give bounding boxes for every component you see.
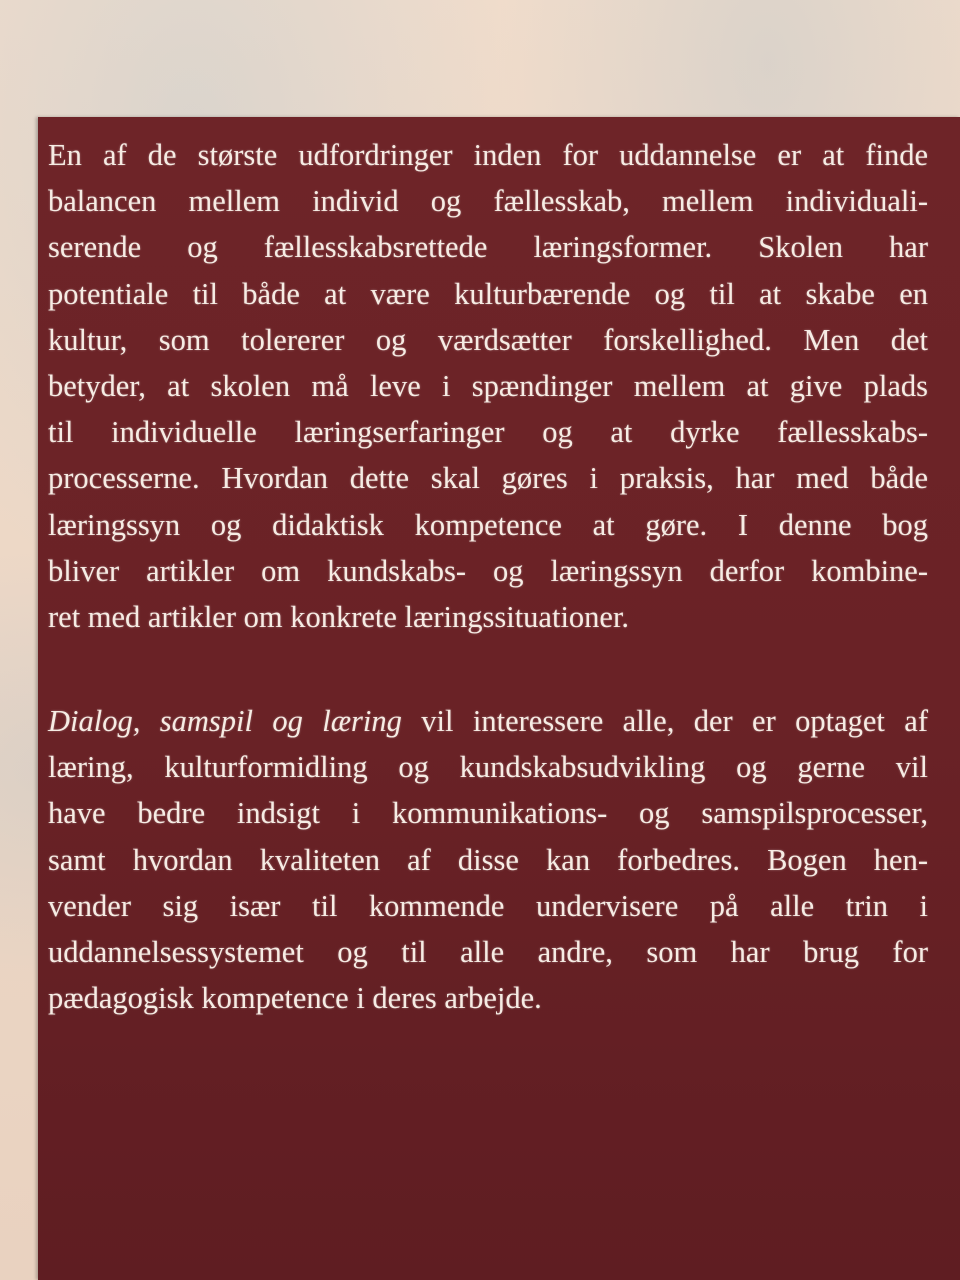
text-line: samt hvordan kvaliteten af disse kan forbedres. Bogen hen- [48,842,928,877]
text-line: serende og fællesskabsrettede læringsformer. Skolen har [48,230,928,265]
text-line: processerne. Hvordan dette skal gøres i praksis, har med både [48,461,928,496]
text-line: læring, kulturformidling og kundskabsudvikling og gerne vil [48,750,928,785]
text-line: potentiale til både at være kulturbærende og til at skabe en [48,276,928,311]
blurb-paragraph-2 [48,698,928,1021]
text-line: balancen mellem individ og fællesskab, mellem individuali- [48,184,928,219]
text-line: En af de største udfordringer inden for uddannelse er at finde [48,138,928,172]
text-line: betyder, at skolen må leve i spændinger mellem at give plads [48,368,928,403]
text-span: vil interessere alle, der er optaget af [401,704,928,738]
text-line: kultur, som tolererer og værdsætter forskellighed. Men det [48,322,928,357]
text-line: have bedre indsigt i kommunikations- og samspilsprocesser, [48,796,928,831]
text-line: bliver artikler om kundskabs- og læringssyn derfor kombine- [48,553,928,588]
text-line: ret med artikler om konkrete læringssituationer. [48,599,630,634]
text-line: vender sig især til kommende undervisere på alle trin i [48,888,928,923]
book-title: Dialog, samspil og læring [48,704,402,738]
blurb-paragraph-1 [48,132,928,640]
text-line-first [48,698,928,744]
text-line: uddannelsessystemet og til alle andre, som har brug for [48,934,928,969]
text-line: læringssyn og didaktisk kompetence at gøre. I denne bog [48,507,928,542]
text-line: pædagogisk kompetence i deres arbejde. [48,981,542,1016]
text-line: til individuelle læringserfaringer og at dyrke fællesskabs- [48,415,928,450]
